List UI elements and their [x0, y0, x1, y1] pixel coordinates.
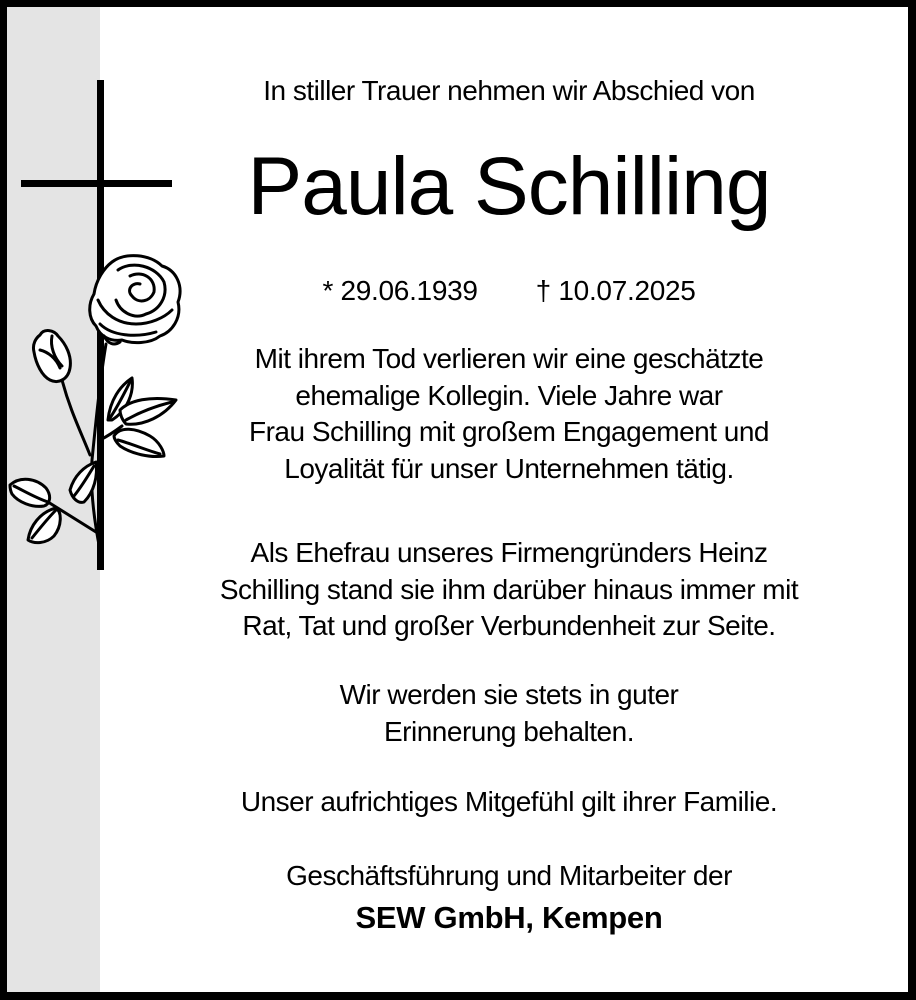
text-line: Unser aufrichtiges Mitgefühl gilt ihrer Familie. — [240, 786, 778, 817]
text-line: ehemalige Kollegin. Viele Jahre war — [295, 379, 723, 411]
signoff-text: Geschäftsführung und Mitarbeiter der — [286, 860, 732, 891]
text-line: Frau Schilling mit großem Engagement und — [248, 416, 770, 447]
company-name: SEW GmbH, Kempen — [355, 900, 663, 935]
life-dates — [110, 275, 908, 307]
text-line: Erinnerung behalten. — [384, 715, 634, 747]
intro-text: In stiller Trauer nehmen wir Abschied von — [263, 75, 755, 106]
text-line: Mit ihrem Tod verlieren wir eine geschätzte — [254, 343, 764, 374]
paragraph-tribute — [110, 341, 908, 487]
paragraph-condolence — [110, 784, 908, 821]
birth-date: * 29.06.1939 — [322, 275, 478, 306]
text-line: Loyalität für unser Unternehmen tätig. — [284, 452, 734, 484]
text-line: Rat, Tat und großer Verbundenheit zur Seite. — [242, 610, 776, 641]
death-date: † 10.07.2025 — [535, 275, 696, 306]
text-line: Schilling stand sie ihm darüber hinaus immer mit — [219, 573, 799, 605]
paragraph-founder — [110, 535, 908, 645]
deceased-name: Paula Schilling — [247, 141, 771, 232]
text-line: Wir werden sie stets in guter — [339, 679, 679, 710]
text-line: Als Ehefrau unseres Firmengründers Heinz — [250, 537, 768, 568]
paragraph-remembrance — [110, 677, 908, 750]
